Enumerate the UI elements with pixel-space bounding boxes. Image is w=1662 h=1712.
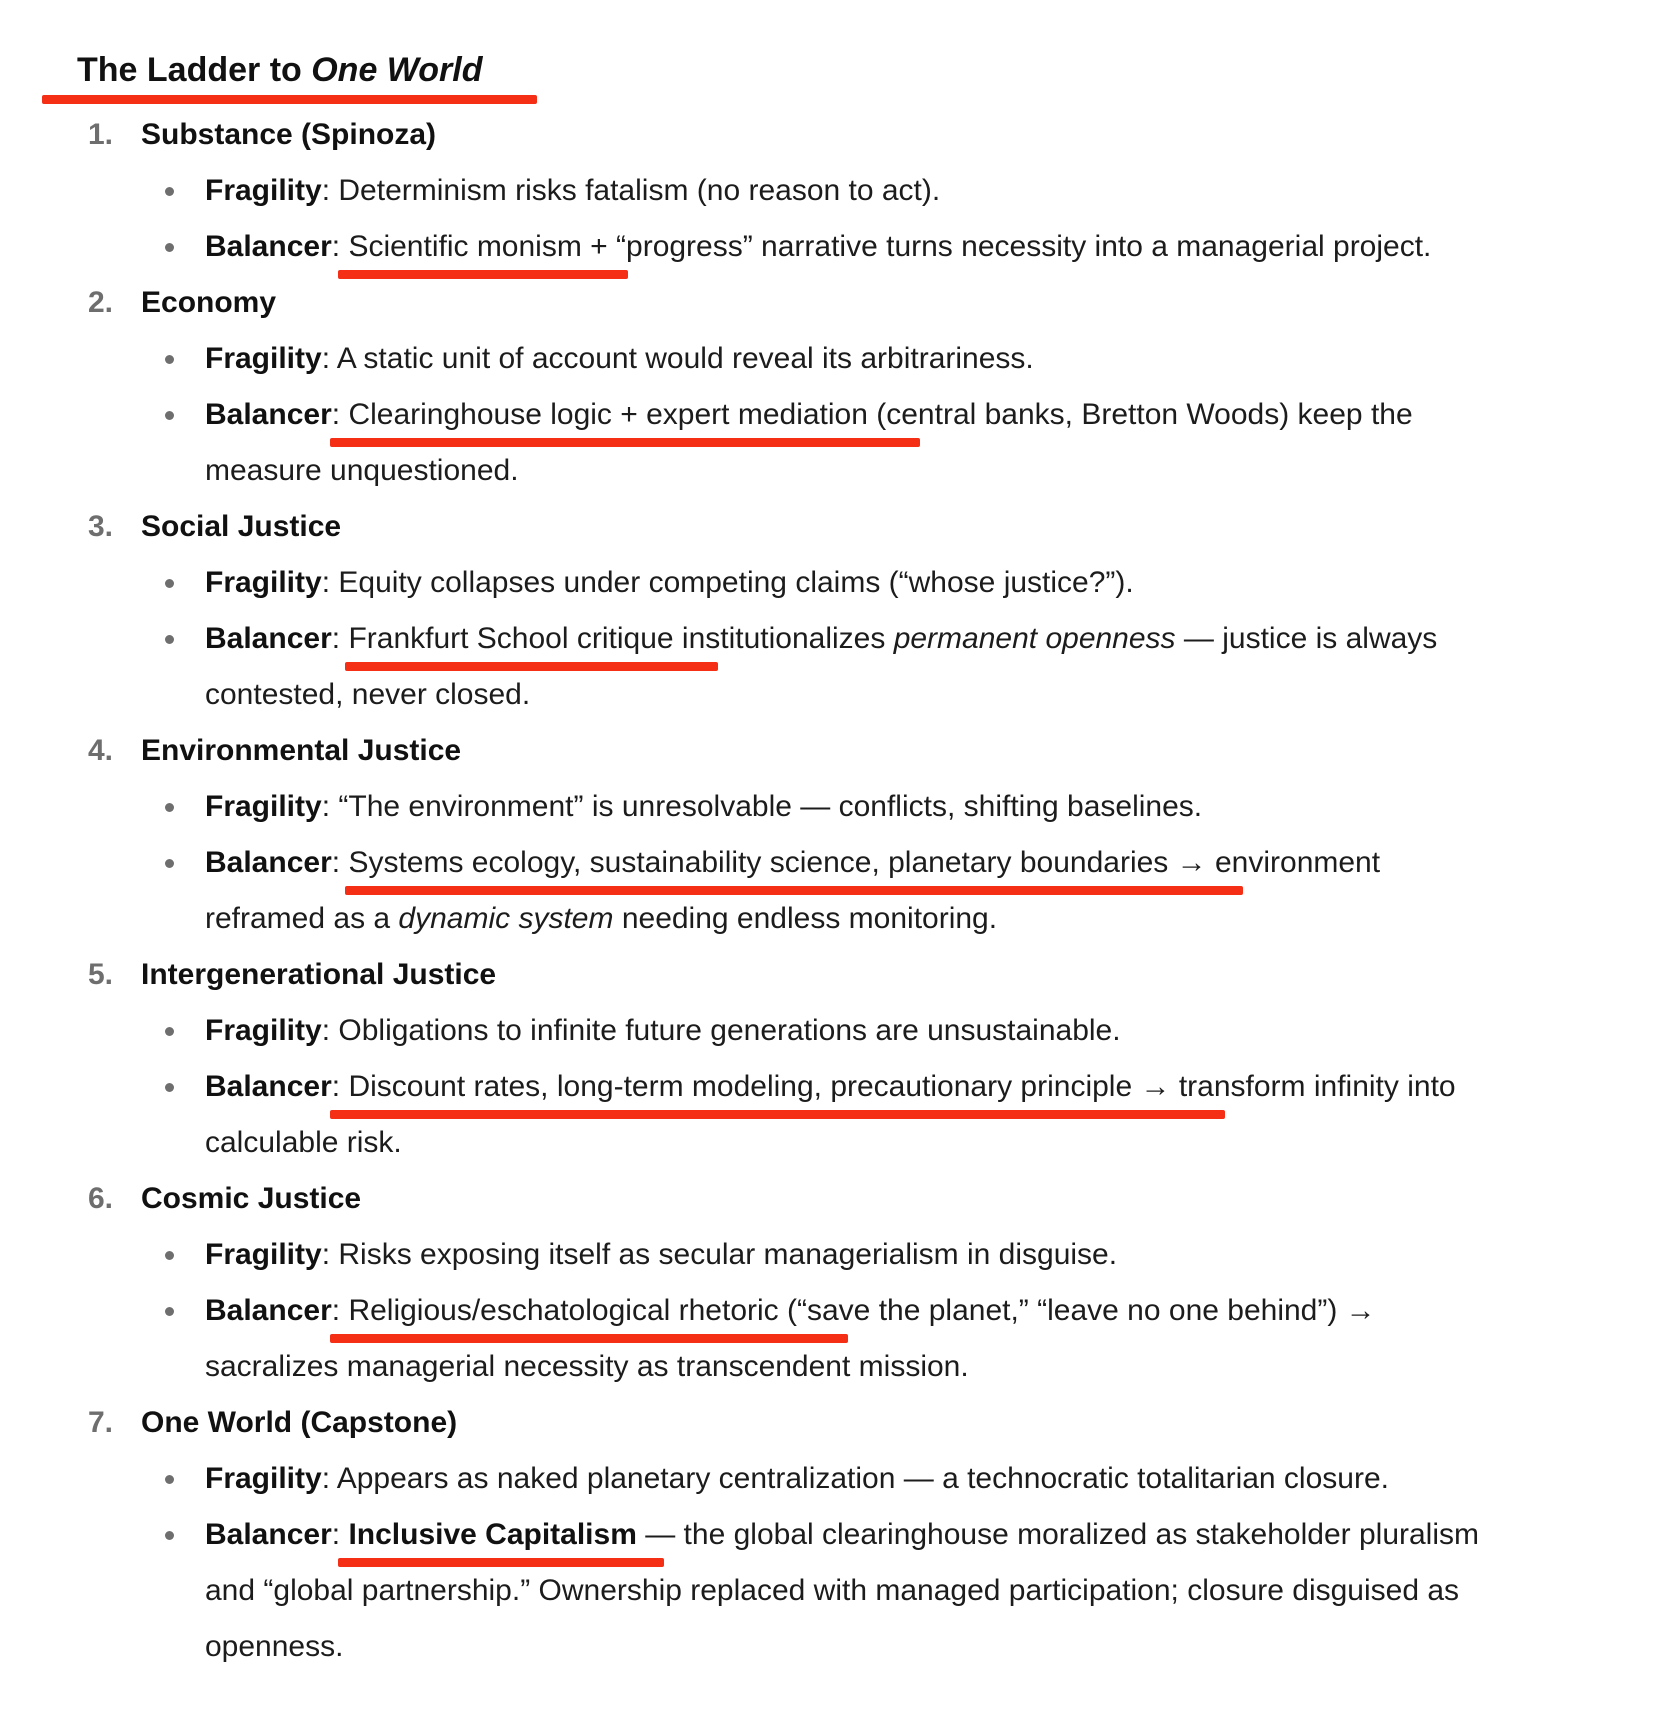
item-6-balancer: Balancer: Religious/eschatological rhetoric (“save the planet,” “leave no one behind”) → <box>205 1294 1376 1327</box>
item-7-balancer-cont-2: openness. <box>205 1630 344 1663</box>
bullet-dot <box>165 1251 174 1260</box>
bullet-dot <box>165 1027 174 1036</box>
item-5-number: 5. <box>88 958 114 991</box>
item-6-fragility: Fragility: Risks exposing itself as secular managerialism in disguise. <box>205 1238 1118 1271</box>
balancer-label: Balancer <box>205 398 332 431</box>
fragility-label: Fragility <box>205 566 322 599</box>
fragility-text: Equity collapses under competing claims (“whose justice?”). <box>338 566 1134 599</box>
title-emphasis: One World <box>311 51 483 89</box>
item-6-number: 6. <box>88 1182 114 1215</box>
balancer-label: Balancer <box>205 1294 332 1327</box>
bullet-dot <box>165 579 174 588</box>
item-3-title: Social Justice <box>141 510 342 543</box>
bullet-dot <box>165 355 174 364</box>
fragility-text: Obligations to infinite future generations are unsustainable. <box>338 1014 1121 1047</box>
fragility-label: Fragility <box>205 174 322 207</box>
item-2-balancer: Balancer: Clearinghouse logic + expert mediation (central banks, Bretton Woods) keep the <box>205 398 1413 431</box>
balancer-label: Balancer <box>205 846 332 879</box>
balancer-label: Balancer <box>205 1070 332 1103</box>
item-3-underline <box>345 662 718 671</box>
bullet-dot <box>165 1083 174 1092</box>
bullet-dot <box>165 187 174 196</box>
fragility-text: Determinism risks fatalism (no reason to act). <box>338 174 941 207</box>
title-prefix: The Ladder to <box>77 51 312 89</box>
item-4-title: Environmental Justice <box>141 734 462 767</box>
fragility-label: Fragility <box>205 342 322 375</box>
bullet-dot <box>165 243 174 252</box>
bullet-dot <box>165 635 174 644</box>
item-2-title: Economy <box>141 286 277 319</box>
item-5-title: Intergenerational Justice <box>141 958 497 991</box>
balancer-highlight: Religious/eschatological rhetoric ( <box>348 1294 797 1327</box>
fragility-text: A static unit of account would reveal its arbitrariness. <box>336 342 1034 375</box>
item-1-fragility: Fragility: Determinism risks fatalism (no reason to act). <box>205 174 941 207</box>
item-3-balancer: Balancer: Frankfurt School critique institutionalizes permanent openness — justice is always <box>205 622 1438 655</box>
item-1-underline <box>338 270 628 279</box>
balancer-highlight: Discount rates, long-term modeling, precautionary principle <box>348 1070 1133 1103</box>
item-4-balancer-cont: reframed as a dynamic system needing endless monitoring. <box>205 902 998 935</box>
item-1-title: Substance (Spinoza) <box>141 118 437 151</box>
item-5-balancer-cont: calculable risk. <box>205 1126 402 1159</box>
item-6-title: Cosmic Justice <box>141 1182 362 1215</box>
item-5-underline <box>330 1110 1225 1119</box>
item-2-balancer-cont: measure unquestioned. <box>205 454 519 487</box>
balancer-label: Balancer <box>205 1518 332 1551</box>
bullet-dot <box>165 859 174 868</box>
item-5-fragility: Fragility: Obligations to infinite future generations are unsustainable. <box>205 1014 1121 1047</box>
balancer-highlight: Frankfurt School critique <box>348 622 674 655</box>
balancer-label: Balancer <box>205 230 332 263</box>
fragility-text: Appears as naked planetary centralization — a technocratic totalitarian closure. <box>336 1462 1389 1495</box>
fragility-label: Fragility <box>205 1238 322 1271</box>
balancer-highlight: Systems ecology, sustainability science, planetary boundaries <box>348 846 1169 879</box>
balancer-highlight: Scientific monism + <box>348 230 608 263</box>
title-underline <box>42 95 537 104</box>
item-4-number: 4. <box>88 734 114 767</box>
item-7-balancer-cont: and “global partnership.” Ownership replaced with managed participation; closure disguised as <box>205 1574 1460 1607</box>
item-4-underline <box>345 886 1243 895</box>
fragility-text: “The environment” is unresolvable — conflicts, shifting baselines. <box>338 790 1203 823</box>
fragility-label: Fragility <box>205 790 322 823</box>
item-5-balancer: Balancer: Discount rates, long-term modeling, precautionary principle → transform infinity into <box>205 1070 1456 1103</box>
item-6-underline <box>330 1334 848 1343</box>
fragility-label: Fragility <box>205 1014 322 1047</box>
fragility-text: Risks exposing itself as secular managerialism in disguise. <box>338 1238 1118 1271</box>
item-2-number: 2. <box>88 286 114 319</box>
item-1-balancer: Balancer: Scientific monism + “progress” narrative turns necessity into a managerial project. <box>205 230 1432 263</box>
item-7-title: One World (Capstone) <box>141 1406 458 1439</box>
fragility-label: Fragility <box>205 1462 322 1495</box>
item-3-fragility: Fragility: Equity collapses under competing claims (“whose justice?”). <box>205 566 1134 599</box>
item-7-underline <box>338 1558 664 1567</box>
bullet-dot <box>165 1475 174 1484</box>
balancer-label: Balancer <box>205 622 332 655</box>
item-2-underline <box>330 438 920 447</box>
balancer-highlight: Clearinghouse logic + expert mediation <box>348 398 868 431</box>
item-4-fragility: Fragility: “The environment” is unresolvable — conflicts, shifting baselines. <box>205 790 1203 823</box>
item-3-number: 3. <box>88 510 114 543</box>
item-6-balancer-cont: sacralizes managerial necessity as transcendent mission. <box>205 1350 969 1383</box>
item-1-number: 1. <box>88 118 114 151</box>
page-title <box>77 46 483 94</box>
item-7-fragility: Fragility: Appears as naked planetary centralization — a technocratic totalitarian closure. <box>205 1462 1389 1495</box>
balancer-highlight: Inclusive Capitalism <box>348 1518 637 1551</box>
item-7-number: 7. <box>88 1406 114 1439</box>
bullet-dot <box>165 1307 174 1316</box>
bullet-dot <box>165 411 174 420</box>
bullet-dot <box>165 803 174 812</box>
bullet-dot <box>165 1531 174 1540</box>
item-4-balancer: Balancer: Systems ecology, sustainability science, planetary boundaries → environment <box>205 846 1381 879</box>
item-3-balancer-cont: contested, never closed. <box>205 678 531 711</box>
item-2-fragility: Fragility: A static unit of account would reveal its arbitrariness. <box>205 342 1034 375</box>
item-7-balancer: Balancer: Inclusive Capitalism — the global clearinghouse moralized as stakeholder pluralism <box>205 1518 1479 1551</box>
